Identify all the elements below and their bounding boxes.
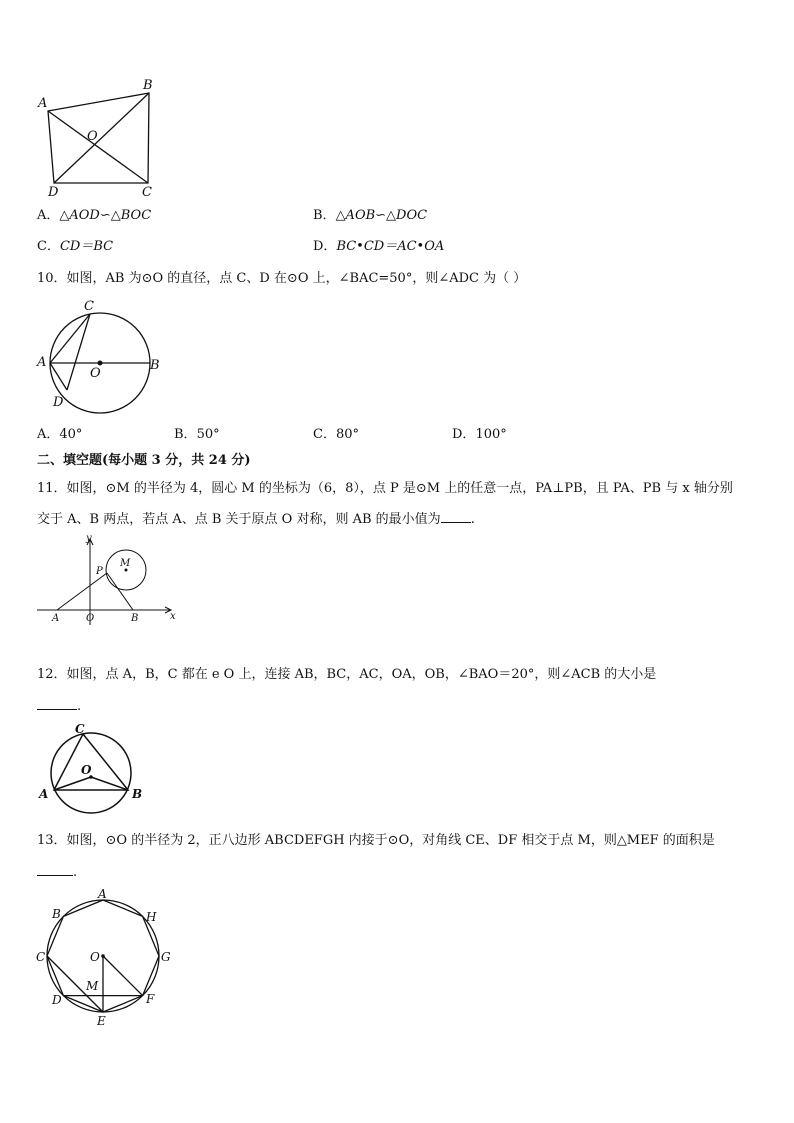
q9-figure [30, 72, 170, 202]
q12-label-a: A [39, 787, 49, 801]
q9-label-b: B [143, 78, 153, 93]
section-title: 二、填空题(每小题 3 分，共 24 分) [37, 453, 251, 468]
q13-figure [30, 886, 180, 1031]
q11-label-b: B [131, 613, 139, 624]
answer-blank[interactable] [441, 510, 471, 523]
q12-figure [30, 718, 155, 818]
q10-option-d: D．100° [452, 427, 507, 442]
q13-stem: 13．如图，⊙O 的半径为 2，正八边形 ABCDEFGH 内接于⊙O，对角线 CE、DF 相交于点 M，则△MEF 的面积是 [37, 833, 715, 848]
q9-option-b: B．△AOB∽△DOC [313, 208, 428, 223]
q9-option-d: D．BC•CD＝AC•OA [313, 239, 445, 254]
q10-option-a: A．40° [37, 427, 83, 442]
q10-label-a: A [37, 355, 47, 370]
answer-blank[interactable] [37, 697, 77, 710]
q13-label-h: H [146, 910, 157, 924]
q13-label-o: O [90, 950, 100, 964]
q10-option-c: C．80° [313, 427, 359, 442]
q9-option-a: A．△AOD∽△BOC [37, 208, 152, 223]
q12-stem: 12．如图，点 A，B，C 都在 e O 上，连接 AB，BC，AC，OA，OB，∠BAO＝20°，则∠ACB 的大小是 [37, 667, 657, 682]
q13-label-f: F [146, 992, 155, 1006]
q12-label-b: B [132, 787, 143, 801]
q12-label-o: O [81, 763, 92, 777]
q13-label-b: B [52, 907, 61, 921]
q11-label-m: M [120, 558, 131, 569]
q9-option-c: C．CD＝BC [37, 239, 114, 254]
q13-stem-line2: . [37, 863, 77, 882]
q13-label-g: G [161, 950, 171, 964]
q11-label-o: O [86, 613, 95, 624]
q13-label-a: A [98, 887, 107, 901]
answer-blank[interactable] [37, 863, 73, 876]
q12-label-c: C [75, 722, 85, 736]
q13-label-e: E [97, 1014, 106, 1028]
q11-figure [30, 533, 190, 628]
q11-stem-line2: 交于 A、B 两点，若点 A、点 B 关于原点 O 对称，则 AB 的最小值为 . [37, 512, 475, 527]
q13-label-d: D [52, 993, 62, 1007]
q11-stem-line1: 11．如图，⊙M 的半径为 4，圆心 M 的坐标为（6，8），点 P 是⊙M 上的任意一点，PA⊥PB，且 PA、PB 与 x 轴分别 [37, 481, 733, 496]
q11-label-a: A [52, 613, 60, 624]
q10-figure [30, 295, 170, 415]
q10-option-b: B．50° [174, 427, 220, 442]
q10-label-c: C [84, 299, 94, 314]
q10-stem: 10．如图，AB 为⊙O 的直径，点 C、D 在⊙O 上，∠BAC=50°，则∠ADC 为（ ） [37, 271, 527, 286]
q9-label-o: O [87, 129, 98, 144]
q10-label-d: D [53, 395, 64, 410]
q9-label-c: C [142, 185, 152, 200]
q11-label-p: P [96, 566, 103, 577]
q11-label-y: y [86, 533, 92, 544]
q10-label-o: O [90, 366, 101, 381]
q11-label-x: x [170, 611, 176, 622]
q9-label-d: D [48, 185, 59, 200]
q10-label-b: B [150, 358, 160, 373]
q13-label-m: M [86, 979, 99, 993]
q13-label-c: C [36, 950, 46, 964]
q12-stem-line2: . [37, 697, 81, 716]
q9-label-a: A [38, 96, 48, 111]
